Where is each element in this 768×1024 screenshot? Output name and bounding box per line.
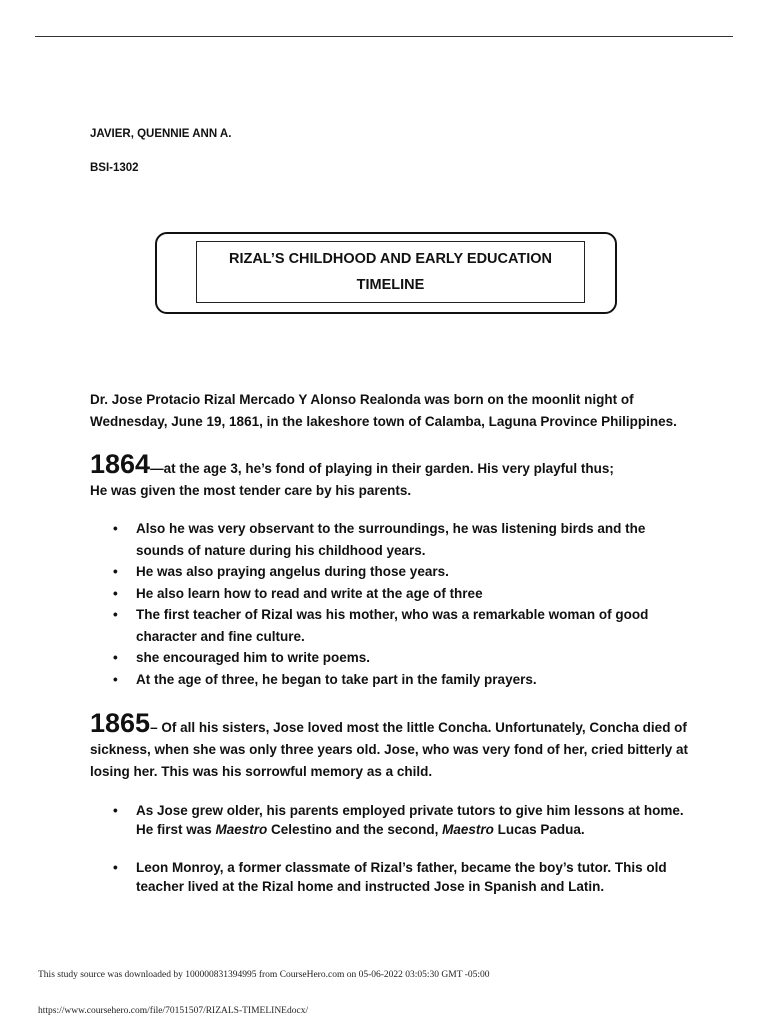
list-item: • she encouraged him to write poems. — [90, 647, 690, 669]
list-item: • Also he was very observant to the surroundings, he was listening birds and the sounds of nature during his childhood years. — [90, 518, 690, 561]
section-1864-text: —at the age 3, he’s fond of playing in their garden. His very playful thus; — [150, 461, 614, 476]
download-note: This study source was downloaded by 100000831394995 from CourseHero.com on 05-06-2022 03:05:30 GMT -05:00 — [38, 970, 490, 980]
section-1864 — [90, 449, 690, 502]
section-1865-text: – Of all his sisters, Jose loved most the little Concha. Unfortunately, Concha died of sickness, when she was only three years old. Jose, who was very fond of her, cried bitterly at losing her. This was his sorrowful memory as a child. — [90, 720, 688, 779]
list-1864 — [90, 518, 690, 690]
bullet: • — [113, 585, 118, 601]
top-rule — [35, 36, 733, 37]
student-section: BSI-1302 — [90, 162, 139, 174]
bullet: • — [113, 650, 118, 665]
title-box — [196, 241, 585, 303]
year-1864: 1864 — [90, 449, 151, 479]
list-item: • The first teacher of Rizal was his mother, who was a remarkable woman of good character and fine culture. — [90, 604, 690, 647]
bullet: • — [113, 521, 118, 536]
list-item: • He also learn how to read and write at the age of three — [90, 583, 690, 605]
section-1864-text-2: He was given the most tender care by his parents. — [90, 483, 412, 498]
bullet: • — [113, 860, 118, 875]
list-1865 — [90, 801, 690, 896]
list-item: • As Jose grew older, his parents employed private tutors to give him lessons at home. He first was Maestro Celestino and the second, Maestro Lucas Padua. — [113, 803, 684, 837]
title-line-1: RIZAL’S CHILDHOOD AND EARLY EDUCATION — [228, 251, 553, 267]
list-item: • At the age of three, he began to take part in the family prayers. — [90, 669, 690, 691]
list-item: • He was also praying angelus during those years. — [90, 561, 690, 583]
bullet: • — [113, 803, 118, 818]
section-1865 — [90, 708, 690, 783]
source-url-link[interactable]: https://www.coursehero.com/file/70151507/RIZALS-TIMELINEdocx/ — [38, 1006, 309, 1016]
bullet: • — [113, 671, 118, 687]
intro-paragraph: Dr. Jose Protacio Rizal Mercado Y Alonso Realonda was born on the moonlit night of Wednesday, June 19, 1861, in the lakeshore town of Calamba, Laguna Province Philippines. — [90, 392, 677, 429]
bullet: • — [113, 607, 118, 622]
bullet: • — [113, 564, 118, 579]
list-item: • Leon Monroy, a former classmate of Rizal’s father, became the boy’s tutor. This old teacher lived at the Rizal home and instructed Jose in Spanish and Latin. — [113, 860, 667, 894]
year-1865: 1865 — [90, 708, 151, 738]
student-name: JAVIER, QUENNIE ANN A. — [90, 128, 232, 140]
title-line-2: TIMELINE — [356, 277, 425, 293]
